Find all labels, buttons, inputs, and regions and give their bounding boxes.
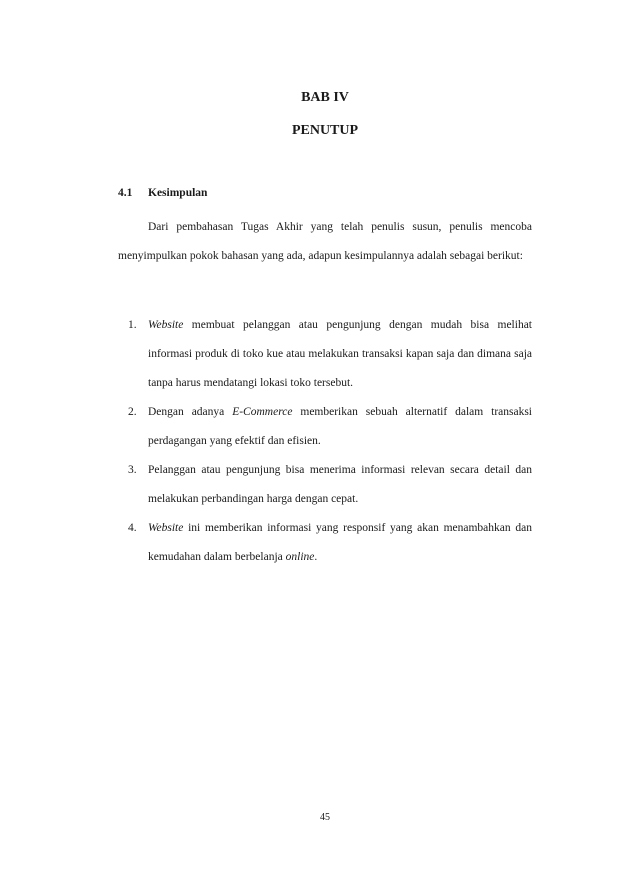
list-marker: 4. <box>128 522 137 534</box>
chapter-number: BAB IV <box>301 90 349 105</box>
list-item <box>118 456 532 514</box>
list-item-text <box>148 456 532 514</box>
list-item-text <box>148 311 532 398</box>
list-item <box>118 514 532 572</box>
chapter-title: PENUTUP <box>291 123 359 138</box>
text-run: Pelanggan atau pengunjung bisa menerima informasi relevan secara detail dan melakukan perbandingan harga dengan cepat. <box>148 464 532 505</box>
italic-term: Website <box>148 319 184 331</box>
italic-term: Website <box>148 522 184 534</box>
italic-term: E-Commerce <box>232 406 293 418</box>
list-item-text <box>148 514 532 572</box>
section-heading <box>118 187 207 199</box>
italic-term: online <box>285 551 315 563</box>
intro-paragraph: Dari pembahasan Tugas Akhir yang telah penulis susun, penulis mencoba menyimpulkan pokok bahasan yang ada, adapun kesimpulannya adalah sebagai berikut: <box>118 221 532 262</box>
list-item-text <box>148 398 532 456</box>
section-number: 4.1 <box>118 187 133 199</box>
page-number: 45 <box>320 812 330 823</box>
section-title: Kesimpulan <box>148 187 208 199</box>
list-marker: 2. <box>128 406 137 418</box>
list-item <box>118 311 532 398</box>
text-run: membuat pelanggan atau pengunjung dengan mudah bisa melihat informasi produk di toko kue atau melakukan transaksi kapan saja dan dimana saja tanpa harus mendatangi lokasi toko tersebut. <box>148 319 532 389</box>
list-marker: 1. <box>128 319 137 331</box>
text-run: . <box>314 551 318 563</box>
text-run: memberikan sebuah alternatif dalam transaksi perdagangan yang efektif dan efisien. <box>148 406 532 447</box>
list-item <box>118 398 532 456</box>
list-marker: 3. <box>128 464 137 476</box>
text-run: ini memberikan informasi yang responsif yang akan menambahkan dan kemudahan dalam berbelanja <box>148 522 532 563</box>
conclusion-list <box>118 311 532 572</box>
text-run: Dengan adanya <box>148 406 233 418</box>
